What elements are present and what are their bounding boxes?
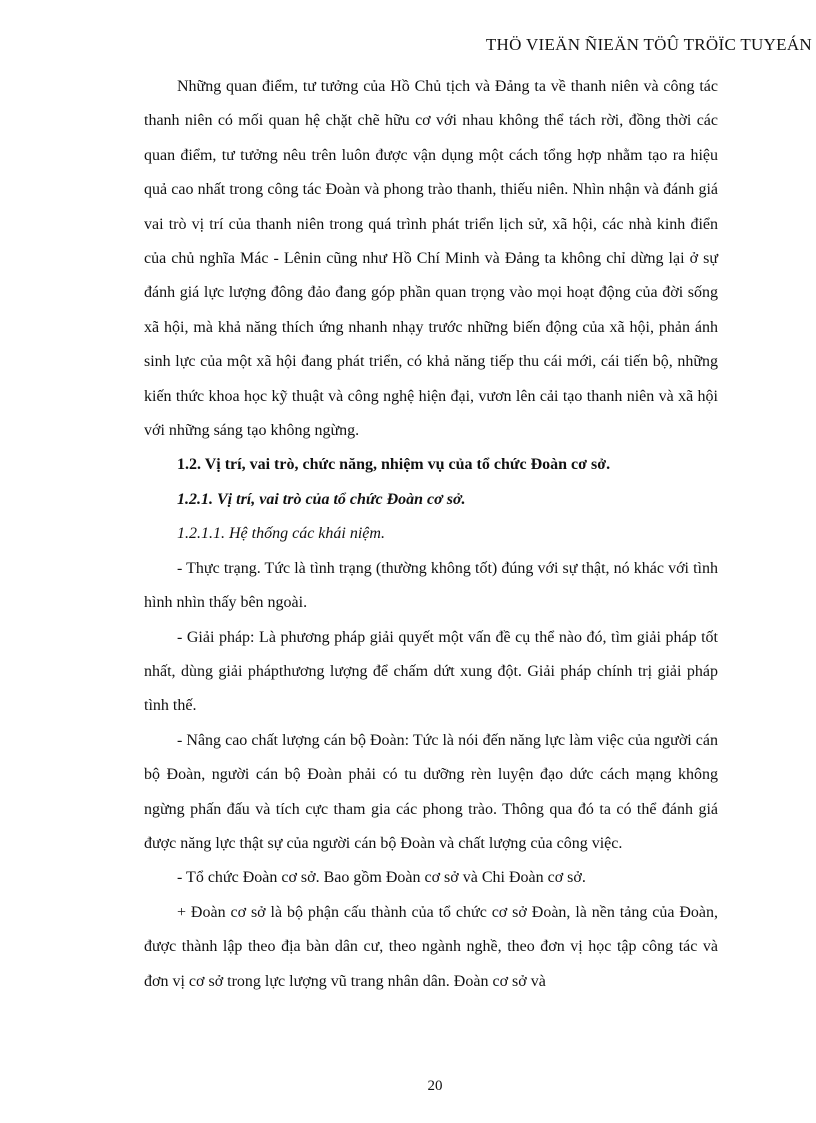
section-heading: 1.2. Vị trí, vai trò, chức năng, nhiệm vụ của tổ chức Đoàn cơ sở. <box>177 456 611 474</box>
paragraph: - Nâng cao chất lượng cán bộ Đoàn: Tức là nói đến năng lực làm việc của người cán bộ Đoàn, người cán bộ Đoàn phải có tu dưỡng rèn luyện đạo dức cách mạng không ngừng phấn đấu và tích cực tham gia các phong trào. Thông qua đó ta có thể đánh giá được năng lực thật sự của người cán bộ Đoàn và chất lượng của công việc. <box>144 731 718 852</box>
paragraph: + Đoàn cơ sở là bộ phận cấu thành của tổ chức cơ sở Đoàn, là nền tảng của Đoàn, được thành lập theo địa bàn dân cư, theo ngành nghề, theo đơn vị học tập công tác và đơn vị cơ sở trong lực lượng vũ trang nhân dân. Đoàn cơ sở và <box>144 903 718 990</box>
paragraph: - Tổ chức Đoàn cơ sở. Bao gồm Đoàn cơ sở và Chi Đoàn cơ sở. <box>177 869 586 887</box>
paragraph: - Thực trạng. Tức là tình trạng (thường không tốt) đúng với sự thật, nó khác với tình hình nhìn thấy bên ngoài. <box>144 559 718 612</box>
subsubsection-heading: 1.2.1.1. Hệ thống các khái niệm. <box>177 525 385 543</box>
paragraph: - Giải pháp: Là phương pháp giải quyết một vấn đề cụ thể nào đó, tìm giải pháp tốt nhất, dùng giải phápthương lượng để chấm dứt xung đột. Giải pháp chính trị giải pháp tình thế. <box>144 628 718 715</box>
document-body <box>144 70 718 999</box>
subsection-heading: 1.2.1. Vị trí, vai trò của tổ chức Đoàn cơ sở. <box>177 490 466 508</box>
page-number: 20 <box>427 1078 443 1094</box>
page-header: THÖ VIEÄN ÑIEÄN TÖÛ TRÖÏC TUYEÁN <box>485 35 812 54</box>
paragraph: Những quan điểm, tư tưởng của Hồ Chủ tịch và Đảng ta về thanh niên và công tác thanh niên có mối quan hệ chặt chẽ hữu cơ với nhau không thể tách rời, đồng thời các quan điểm, tư tưởng nêu trên luôn được vận dụng một cách tổng hợp nhằm tạo ra hiệu quả cao nhất trong công tác Đoàn và phong trào thanh, thiếu niên. Nhìn nhận và đánh giá vai trò vị trí của thanh niên trong quá trình phát triển lịch sử, xã hội, các nhà kinh điển của chủ nghĩa Mác - Lênin cũng như Hồ Chí Minh và Đảng ta không chỉ dừng lại ở sự đánh giá lực lượng đông đảo đang góp phần quan trọng vào mọi hoạt động của đời sống xã hội, mà khả năng thích ứng nhanh nhạy trước những biến động của xã hội, phản ánh sinh lực của một xã hội đang phát triển, có khả năng tiếp thu cái mới, cái tiến bộ, những kiến thức khoa học kỹ thuật và công nghệ hiện đại, vươn lên cải tạo thanh niên và xã hội với những sáng tạo không ngừng. <box>144 78 718 440</box>
